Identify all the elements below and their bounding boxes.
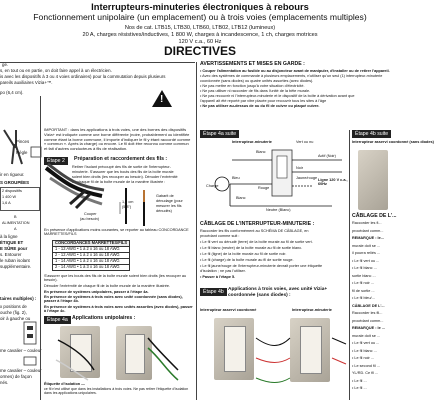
wire-label: Vert ou nu [296,140,314,144]
far-right-line: Raccorder les fi... [352,221,382,225]
cablage-line: d'isolation ; ne pas l'utiliser. [200,269,246,273]
model-numbers: Nos de cat. LTB15, LTB30, LTB60, LTB02, LTB12 (lumineux) [124,25,276,31]
multi-line: me cavalier – couleur [0,368,42,373]
far-right-line: • Le fil blanc ... [352,266,377,270]
step-bullet: En présence de systèmes à trois voies avec unité coordonnée (sans diodes), passer à l'étape 4b. [44,295,183,304]
far-right-line: sortie blanc ... [352,273,376,278]
note-line: à la ligne [0,234,18,239]
etiquette-note: ce fil n'est utilisé que dans les installations à trois voies. Ne pas retirer l'étiquette d'isolation dans les applications unipolaires. [44,387,189,396]
connector-table-header: CONCORDANCES MARRETTES/FILS [53,241,130,247]
etiquette-label: Étiquette d'isolation — [44,382,85,386]
warning-line: • Ne pas recouvrir ni l'interrupteur-minuterie et le dispositif de la boîte à dérivation avant que [200,94,355,98]
document-subtitle: Fonctionnement unipolaire (un emplacement) ou à trois voies (emplacements multiples) [33,12,367,22]
etape-2-tag: Étape 2 [44,157,68,165]
line-voltage-label: Ligne 120 V c.a., 60Hz [318,178,348,187]
left-line-2: s, en tout ou en partie, on doit faire appel à un électricien. [0,68,112,73]
directives-heading: DIRECTIVES [163,44,236,58]
note-line: s. Entourer [0,252,22,257]
far-right-line: • Le fil noir ... [352,356,375,360]
document-title: Interrupteurs-minuteries électroniques à rebours [91,1,309,12]
step-bullet: En présence de systèmes unipolaires, passer à l'étape 4a. [44,290,149,294]
pliers-label: Pinces [16,139,30,144]
multi-line: oir à gauche ou [0,316,31,321]
warning-line: coordonnée (sans diodes) ou quatre unités assorties (avec diodes). [200,79,314,83]
left-line-1: ge. [2,62,9,67]
cablage-line: • Le fil vert ou dénudé (terre) de la boîte murale au fil de sortie vert. [200,240,313,244]
gabarit-line: dénudage (pour [156,199,183,203]
couper-label: Couper [84,212,97,216]
gabarit-line: mesurer les fils [156,204,182,208]
column-divider-3 [349,130,350,400]
connector-row: 2 - 12 AWG • 1 à 2 x 16 ou 18 AWG [53,252,130,258]
warning-line: • Ne pas utiliser au-dessus de ou du fil de cuivre ou plaqué cuivre. [200,104,320,108]
wire-label: Bleu [232,176,240,180]
wire-label: Noir [296,166,303,170]
mark-alimentation: ALIMENTATION [2,221,30,225]
groupees-row: 1,6 A [2,201,11,205]
connector-table [52,240,130,271]
multi-line: nés. [0,380,9,385]
connector-row: 2 - 14 AWG • 1 à 3 x 16 ou 18 AWG [53,264,130,270]
warning-line: • Couper l'alimentation au fusible ou au disjoncteur avant de manipuler, d'installer ou de retirer l'appareil. [200,69,390,73]
strip-dimension: 1,6 cm [122,200,134,204]
note-line: supplémentaire. [0,264,32,269]
multi-line: x positions de [0,304,27,309]
etape-2-title: Préparation et raccordement des fils : [74,156,168,162]
far-right-line: murale doit se ... [352,333,381,338]
far-right-line: Raccorder les fil... [352,311,383,315]
mark-b: B [14,215,17,219]
far-right-line: CÂBLAGE DE L'... [352,303,385,308]
etape-4b-suite-tag: Étape 4b suite [352,130,391,138]
far-right-line: murale doit se ... [352,243,381,248]
cablage-line: • Le fil jaune/rouge de l'interrupteur-minuterie devrait porter une étiquette [200,264,323,268]
warning-line: • Avec des systèmes de commande à plusieurs emplacements, n'utiliser qu'un seul (1) interrupteur-minuterie [200,74,383,78]
etape-4b-tag: Étape 4b [200,288,227,296]
wire-leads-illustration [48,330,188,390]
multi-line: ormes) de façon [0,374,32,379]
diagram-title: Interrupteur-minuterie [232,140,272,144]
multi-heading: taires multiples) : [0,296,37,301]
far-right-line: il pourra reliés ... [352,251,381,255]
note-line: ÉTIQUE ET [0,240,24,245]
neutral-label: Neutre (Blanc) [266,208,291,212]
gabarit-line: dénudés) [156,209,172,213]
far-right-line: • Le fil vert ou ... [352,341,380,345]
ratings-line: 20 A, charges résistives/inductives, 1 800 W, charges à incandescence, 1 ch, charges motrices [82,32,318,38]
multi-line: me cavalier – couleur [0,348,42,353]
etape-4a-suite-tag: Étape 4a suite [200,130,239,138]
etape-2-line: Retirer l'isolant précoupé des fils de sortie de l'interrupteur- [72,165,171,169]
step-bullet: Dénuder l'extrémité de chaque fil de la boîte murale de la manière illustrée. [44,284,171,288]
wire-label: Jaune/rouge [296,176,318,180]
warning-title: AVERTISSEMENTS ET MISES EN GARDE : [200,61,305,67]
three-way-wiring [200,318,350,398]
warning-line: • Ne pas utiliser ni raccorder de fils dans l'unité de la bête murale. [200,89,311,93]
left-line-5: po (6,4 cm). [0,90,24,95]
cablage-line: • Le fil (charge) de la boîte murale au fil de sortie rouge. [200,258,294,262]
far-right-line: procédant comm... [352,228,384,233]
note-line: le ruban isolant [0,258,30,263]
groupees-row: 1 400 W [2,195,17,199]
far-right-line: fil de sortie ... [352,288,375,293]
far-right-line: REMARQUE : le ... [352,326,385,330]
pliers-illustration [2,128,32,168]
warning-line: • Ne pas mettre en fonction jusqu'à votre situation d'électricité. [200,84,305,88]
etape-4a-title: Applications unipolaires : [72,315,136,321]
far-right-line: • Le fil vert ou ... [352,258,380,263]
far-right-line: • Le fil bleu/... [352,296,375,300]
far-right-line: • Le fil noir ... [352,281,375,285]
jumper-illustration-2 [22,356,38,366]
etape-4b-title: Applications à trois voies, avec unité Vizia+ coordonnée (sans diodes) : [228,287,328,298]
groupees-heading: S GROUPÉES [0,180,30,185]
far-right-line: • Le second fil ... [352,363,380,368]
etape-2-line: minuterie. S'assurer que les bouts des fils de la boîte murale [72,170,174,174]
etape-2-line: de chaque fil de la boîte murale de la manière illustrée : [72,180,166,184]
far-right-photo [358,150,388,210]
cablage-line: • Le fil blanc (neutre) de la boîte murale au fil de sortie blanc. [200,246,303,250]
wire-label: Blanc [236,196,246,200]
important-note: IMPORTANT : dans les applications à trois voies, une des bornes des dispositifs Vizia+ est indiquée comme une borne différente (noire, probablement ou identifiée comme étant la borne commune, il importe d'indiquer le fil y étant raccordé comme « commun ». Après la charge) ou encore. Le fil doit être reconnu comme commun et fait d'autres conducteurs à fils de réalisation. [44,127,191,152]
wire-label: Blanc [256,150,266,154]
column-divider-1 [40,96,41,400]
multi-line: ouche (fig. 2), [0,310,27,315]
strip-dimension-inch: (5/8") [122,205,132,209]
far-right-line: YL/RD. Ce fil ... [352,371,379,375]
gabarit-line: Gabarit de [156,194,174,198]
far-right-line: • Le fil ... [352,378,367,383]
voltage-line: 120 V c.a., 60 Hz [178,39,222,45]
au-besoin-label: (au besoin) [80,217,99,221]
cablage-title: CÂBLAGE DE L'INTERRUPTEUR-MINUTERIE : [200,221,315,227]
header-divider-left [0,62,195,63]
minuterie-label: Interrupteur-minuterie [292,308,332,312]
far-right-title: Interrupteur asservi coordonné (sans diodes) [352,140,434,144]
far-right-line: • Le fil ... [352,386,367,390]
wire-label: Rouge [258,186,270,190]
etape-2-line: soient bien droits (les recouper au besoin). Dénuder l'extrémité [72,175,178,179]
mark-a: A [14,227,17,231]
left-line-3: is avec les dispositifs à 3 ou 4 voies ordinaires) pour la commutation depuis plusieurs [0,74,166,79]
far-right-line: REMARQUE : le... [352,236,384,240]
wire-label: Actif (Noir) [318,154,336,158]
groupees-row: 2 dispositifs [2,189,22,193]
coordonne-label: Interrupteur asservi coordonné [200,308,257,312]
left-line-4: pareils auxiliaires Vizia+™. [0,80,53,85]
cablage-line: Raccorder les fils conformément au SCHÉMA DE CÂBLAGE, en [200,229,309,233]
load-label: Charge [206,184,219,188]
wire-strip-illustration [42,160,112,212]
etape-4a-tag: Étape 4a [44,316,71,324]
cablage-line: • Passer à l'étape 5. [200,275,236,279]
warning-icon: ! [152,90,172,107]
connector-note: En présence d'applications moins courantes, se reporter au tableau CONCORDANCE MARRETTES/FILS [44,228,189,237]
connector-row: 1 - 12 AWG • 1 à 2 x 16 ou 18 AWG [53,246,130,252]
far-right-line: procédant comm... [352,318,384,323]
left-rigueur: ir en rigueur. [0,172,25,177]
jumper-illustration [22,320,38,346]
cablage-line: • Le fil (ligne) de la boîte murale au fil de sortie noir. [200,252,287,256]
ruler-label: Règle [16,150,28,155]
column-divider-2 [196,62,197,400]
cablage-line: procédant comme suit : [200,234,240,238]
warning-line: l'appareil ait été reporté par vitre placée pour recouvrir tous les sites à l'âge [200,99,327,103]
far-right-line: • Le fil blanc ... [352,348,377,353]
step-bullet: S'assurer que les bouts des fils de la boîte murale soient bien droits (les recouper au besoin). [44,274,187,283]
connector-row: 1 - 14 AWG • 1 à 2 x 16 ou 18 AWG [53,258,130,264]
step-bullet: En présence de systèmes à trois voies avec unités assorties (avec diodes), passer à l'étape 4c. [44,305,193,314]
note-line: E SÛRE pour [0,246,28,251]
far-right-cablage: CÂBLAGE DE L'... [352,213,397,219]
